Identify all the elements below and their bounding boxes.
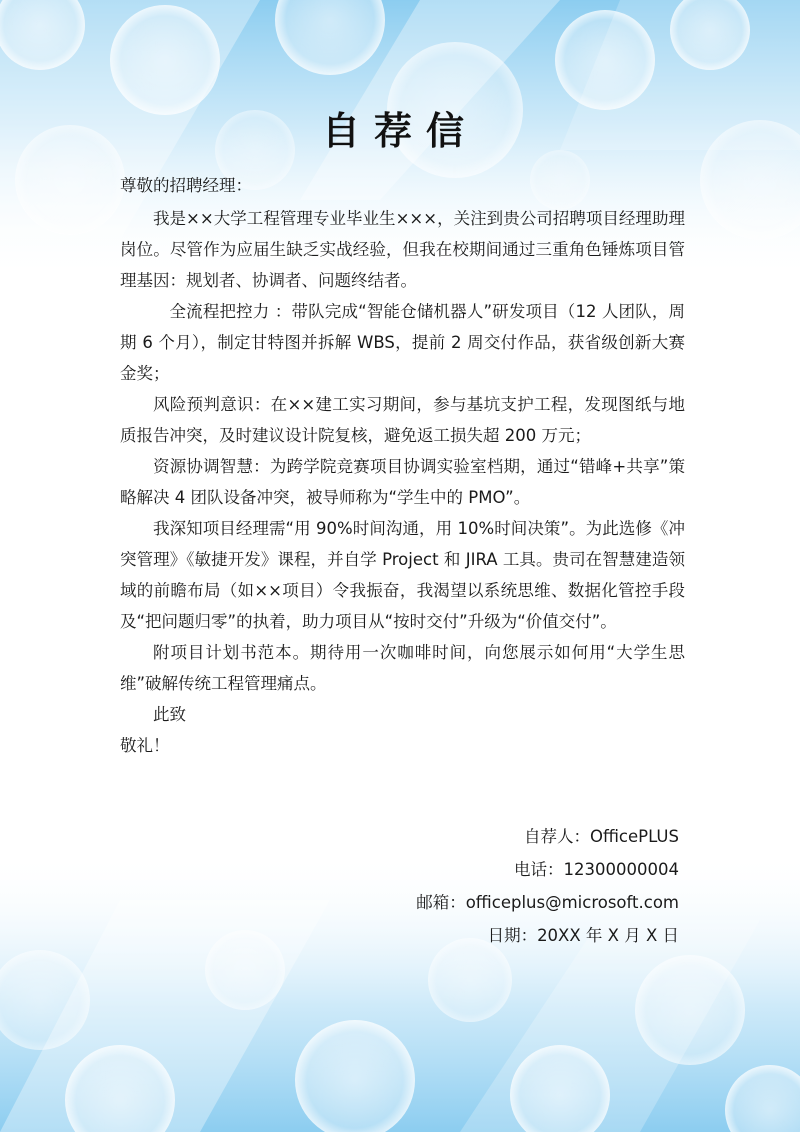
paragraph-full-process-control: 全流程把控力 ：带队完成“智能仓储机器人”研发项目（12 人团队，周期 6 个月），制定甘特图并拆解 WBS，提前 2 周交付作品，获省级创新大赛金奖； <box>120 302 685 383</box>
signature-name: 自荐人：OfficePLUS <box>523 827 679 846</box>
paragraph-motivation: 我深知项目经理需“用 90%时间沟通，用 10%时间决策”。为此选修《冲突管理》《敏捷开发》课程，并自学 Project 和 JIRA 工具。贵司在智慧建造领域的前瞻布局（如××项目）令我振奋，我渴望以系统思维、数据化管控手段及“把问题归零”的执着，助力项目从“按时交付”升级为“价值交付”。 <box>120 519 685 631</box>
paragraph-resource-coordination: 资源协调智慧：为跨学院竞赛项目协调实验室档期，通过“错峰+共享”策略解决 4 团队设备冲突，被导师称为“学生中的 PMO”。 <box>120 457 685 507</box>
signature-phone: 电话：12300000004 <box>514 860 679 879</box>
signature-date: 日期：20XX 年 X 月 X 日 <box>487 926 679 945</box>
letter-title: 自荐信 <box>321 109 478 153</box>
paragraph-intro: 我是××大学工程管理专业毕业生×××，关注到贵公司招聘项目经理助理岗位。尽管作为应届生缺乏实战经验，但我在校期间通过三重角色锤炼项目管理基因：规划者、协调者、问题终结者。 <box>120 209 685 290</box>
signature-block <box>416 820 679 952</box>
signature-email: 邮箱：officeplus@microsoft.com <box>416 893 679 912</box>
paragraph-risk-awareness: 风险预判意识：在××建工实习期间，参与基坑支护工程，发现图纸与地质报告冲突，及时建议设计院复核，避免返工损失超 200 万元； <box>120 395 685 445</box>
paragraph-closing-request: 附项目计划书范本。期待用一次咖啡时间，向您展示如何用“大学生思维”破解传统工程管理痛点。 <box>120 643 685 693</box>
salutation: 尊敬的招聘经理： <box>120 176 252 195</box>
letter-body <box>120 170 685 761</box>
closing-salute: 敬礼！ <box>120 736 170 755</box>
closing-regards: 此致 <box>153 705 186 724</box>
